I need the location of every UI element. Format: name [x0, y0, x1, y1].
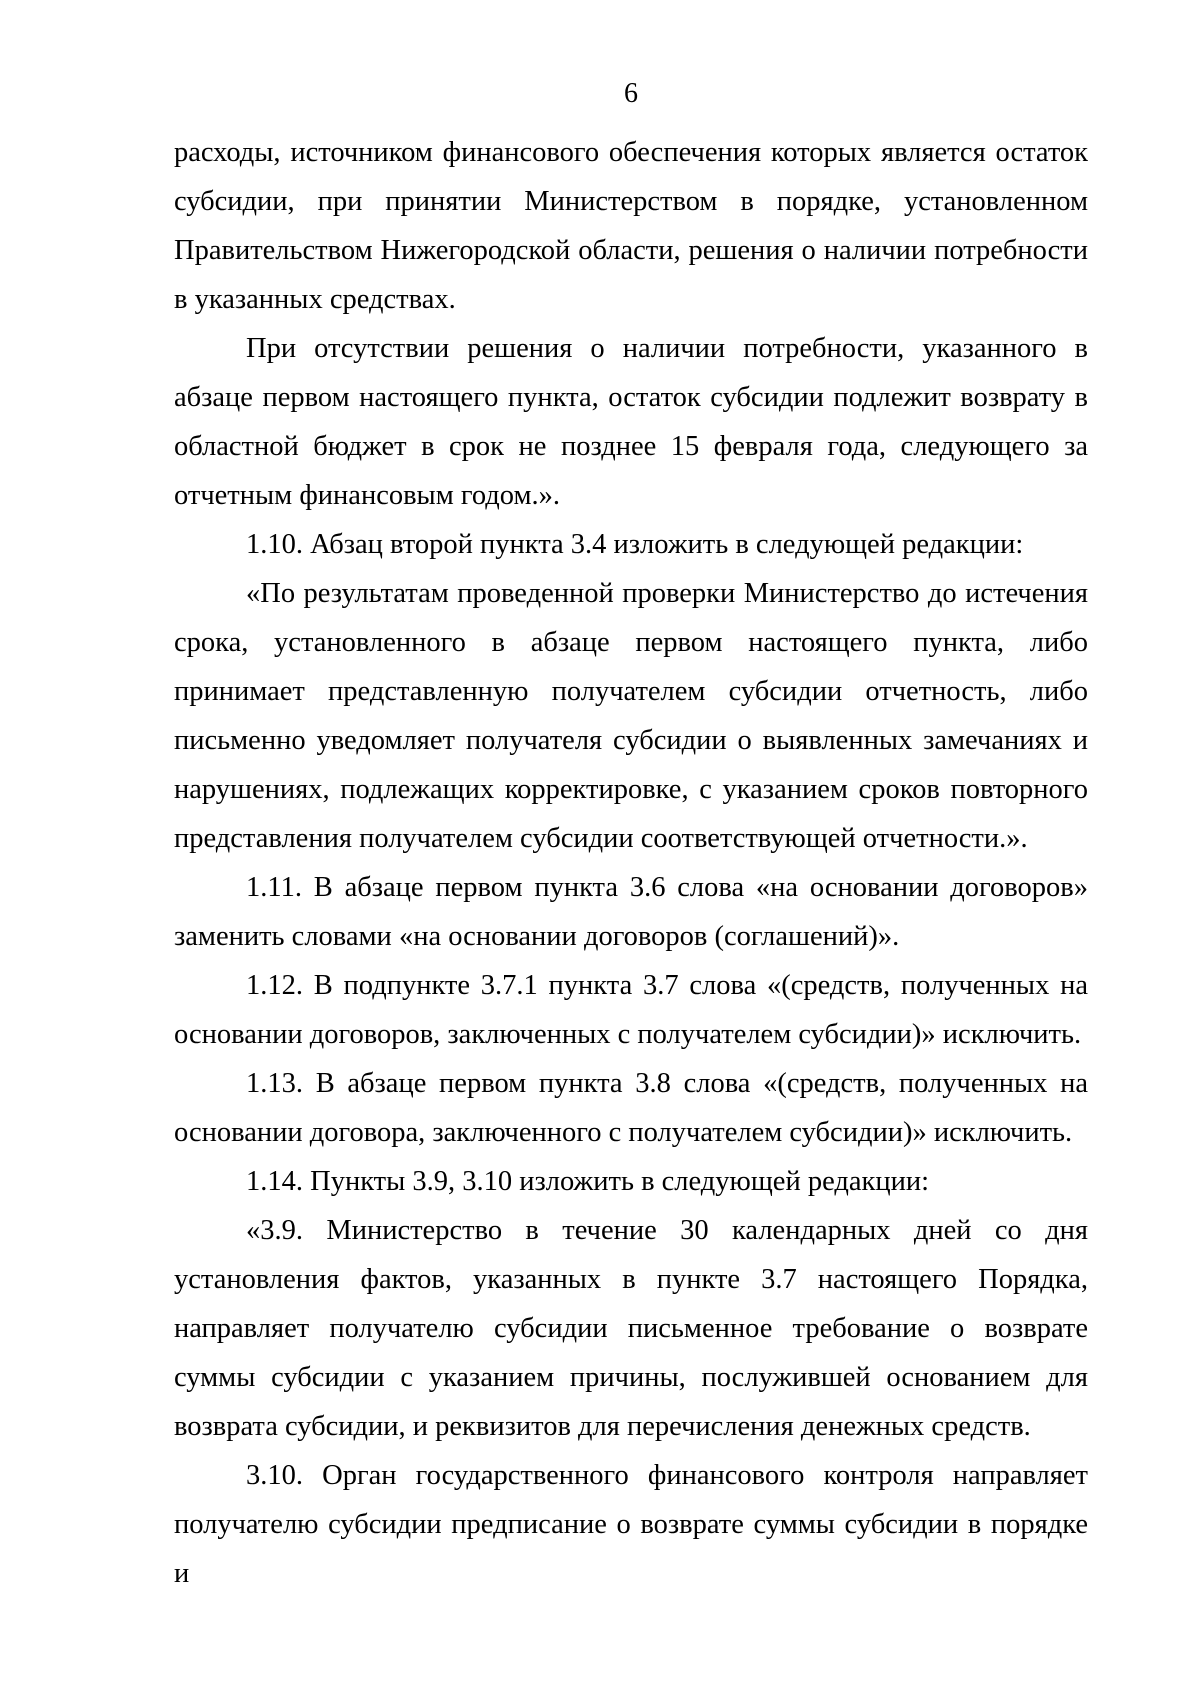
paragraph-item-1-14: 1.14. Пункты 3.9, 3.10 изложить в следующей редакции: — [246, 1166, 930, 1197]
paragraph-remainder-return: При отсутствии решения о наличии потребности, указанного в абзаце первом настоящего пункта, остаток субсидии подлежит возврату в областной бюджет в срок не позднее 15 февраля года, следующего за отчетным финансовым годом.». — [174, 333, 1088, 511]
paragraph-item-1-12: 1.12. В подпункте 3.7.1 пункта 3.7 слова «(средств, полученных на основании договоров, заключенных с получателем субсидии)» исключить. — [174, 970, 1088, 1050]
paragraph-item-3-9: «3.9. Министерство в течение 30 календарных дней со дня установления фактов, указанных в пункте 3.7 настоящего Порядка, направляет получателю субсидии письменное требование о возврате суммы субсидии с указанием причины, послужившей основанием для возврата субсидии, и реквизитов для перечисления денежных средств. — [174, 1215, 1088, 1442]
paragraph-expenses-continuation: расходы, источником финансового обеспечения которых является остаток субсидии, при принятии Министерством в порядке, установленном Правительством Нижегородской области, решения о наличии потребности в указанных средствах. — [174, 137, 1088, 315]
paragraph-item-1-10: 1.10. Абзац второй пункта 3.4 изложить в следующей редакции: — [246, 529, 1024, 560]
paragraph-item-1-11: 1.11. В абзаце первом пункта 3.6 слова «на основании договоров» заменить словами «на основании договоров (соглашений)». — [174, 872, 1088, 952]
document-body — [174, 128, 1088, 1598]
paragraph-item-3-10: 3.10. Орган государственного финансового контроля направляет получателю субсидии предписание о возврате суммы субсидии в порядке и — [174, 1460, 1088, 1589]
paragraph-inspection-results: «По результатам проведенной проверки Министерство до истечения срока, установленного в абзаце первом настоящего пункта, либо принимает представленную получателем субсидии отчетность, либо письменно уведомляет получателя субсидии о выявленных замечаниях и нарушениях, подлежащих корректировке, с указанием сроков повторного представления получателем субсидии соответствующей отчетности.». — [174, 578, 1088, 854]
page-number: 6 — [624, 78, 638, 109]
paragraph-item-1-13: 1.13. В абзаце первом пункта 3.8 слова «(средств, полученных на основании договора, заключенного с получателем субсидии)» исключить. — [174, 1068, 1088, 1148]
